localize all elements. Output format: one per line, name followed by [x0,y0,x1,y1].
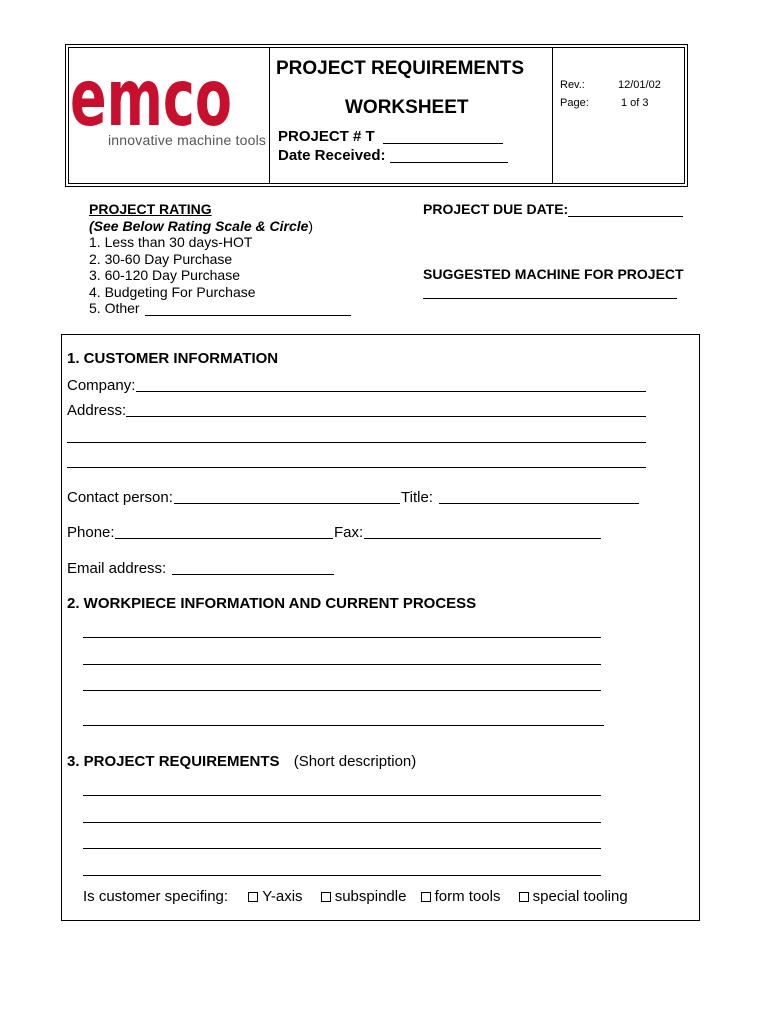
customer-info-heading: 1. CUSTOMER INFORMATION [67,350,279,367]
rating-item-1[interactable]: 1. Less than 30 days-HOT [89,234,253,250]
workpiece-field-3[interactable] [83,690,601,691]
date-received-field[interactable] [390,162,508,163]
workpiece-field-1[interactable] [83,637,601,638]
rating-instruction-close: ) [308,217,314,234]
address-label: Address: [67,402,127,419]
specifying-label: Is customer specifing: [83,888,229,905]
due-date-label: PROJECT DUE DATE: [423,201,569,217]
requirements-field-2[interactable] [83,822,601,823]
requirements-field-4[interactable] [83,875,601,876]
company-field[interactable] [136,391,646,392]
rating-instruction: (See Below Rating Scale & Circle) [89,217,314,234]
checkbox-form-tools[interactable] [421,892,431,902]
workpiece-field-2[interactable] [83,664,601,665]
rating-item-4[interactable]: 4. Budgeting For Purchase [89,283,256,300]
checkbox-subspindle[interactable] [321,892,331,902]
option-form-tools: form tools [434,888,501,905]
contact-person-field[interactable] [174,503,400,504]
phone-field[interactable] [115,538,333,539]
email-label: Email address: [67,560,167,577]
logo-wordmark: emco [70,67,232,127]
header-divider-left [269,48,270,183]
address-field-1[interactable] [126,416,646,417]
requirements-heading-row [67,753,416,770]
option-y-axis: Y-axis [262,888,303,905]
contact-person-label: Contact person: [67,489,173,506]
workpiece-field-4[interactable] [83,725,604,726]
option-subspindle: subspindle [334,888,407,905]
rating-item-3[interactable]: 3. 60-120 Day Purchase [89,267,240,283]
page-label: Page: [560,97,589,109]
due-date-field[interactable] [568,216,683,217]
project-rating [89,201,313,317]
header-divider-right [552,48,553,183]
rating-heading: PROJECT RATING [89,201,212,217]
address-field-3[interactable] [67,467,646,468]
checkbox-special-tooling[interactable] [519,892,529,902]
requirements-subheading: (Short description) [293,753,417,770]
address-field-2[interactable] [67,442,646,443]
workpiece-info-heading: 2. WORKPIECE INFORMATION AND CURRENT PROCESS [67,595,477,612]
requirements-field-1[interactable] [83,795,601,796]
rev-value: 12/01/02 [618,79,661,91]
page-title-line2: WORKSHEET [345,97,469,118]
rating-item-5[interactable]: 5. Other [89,300,140,316]
suggested-machine-field[interactable] [423,298,677,299]
date-received-label: Date Received: [278,147,386,164]
title-label: Title: [401,489,433,506]
email-field[interactable] [172,574,334,575]
suggested-machine-label: SUGGESTED MACHINE FOR PROJECT [423,266,684,282]
rating-instruction-text: See Below Rating Scale & Circle [93,217,309,234]
page-title-line1: PROJECT REQUIREMENTS [276,58,525,79]
company-label: Company: [67,377,136,394]
emco-logo [70,67,265,127]
fax-label: Fax: [334,524,364,541]
requirements-field-3[interactable] [83,848,601,849]
project-number-label: PROJECT # T [278,128,375,145]
title-field[interactable] [439,503,639,504]
rating-other-field[interactable] [145,315,351,316]
project-number-field[interactable] [383,143,503,144]
page-value: 1 of 3 [621,97,649,109]
rating-item-2[interactable]: 2. 30-60 Day Purchase [89,250,233,267]
checkbox-y-axis[interactable] [248,892,258,902]
phone-label: Phone: [67,524,115,541]
requirements-heading: 3. PROJECT REQUIREMENTS [67,753,280,770]
option-special-tooling: special tooling [532,888,628,905]
fax-field[interactable] [364,538,601,539]
logo-tagline: innovative machine tools [108,132,267,148]
specifying-row [83,888,628,905]
main-form-box [61,334,700,921]
rev-label: Rev.: [560,79,585,91]
